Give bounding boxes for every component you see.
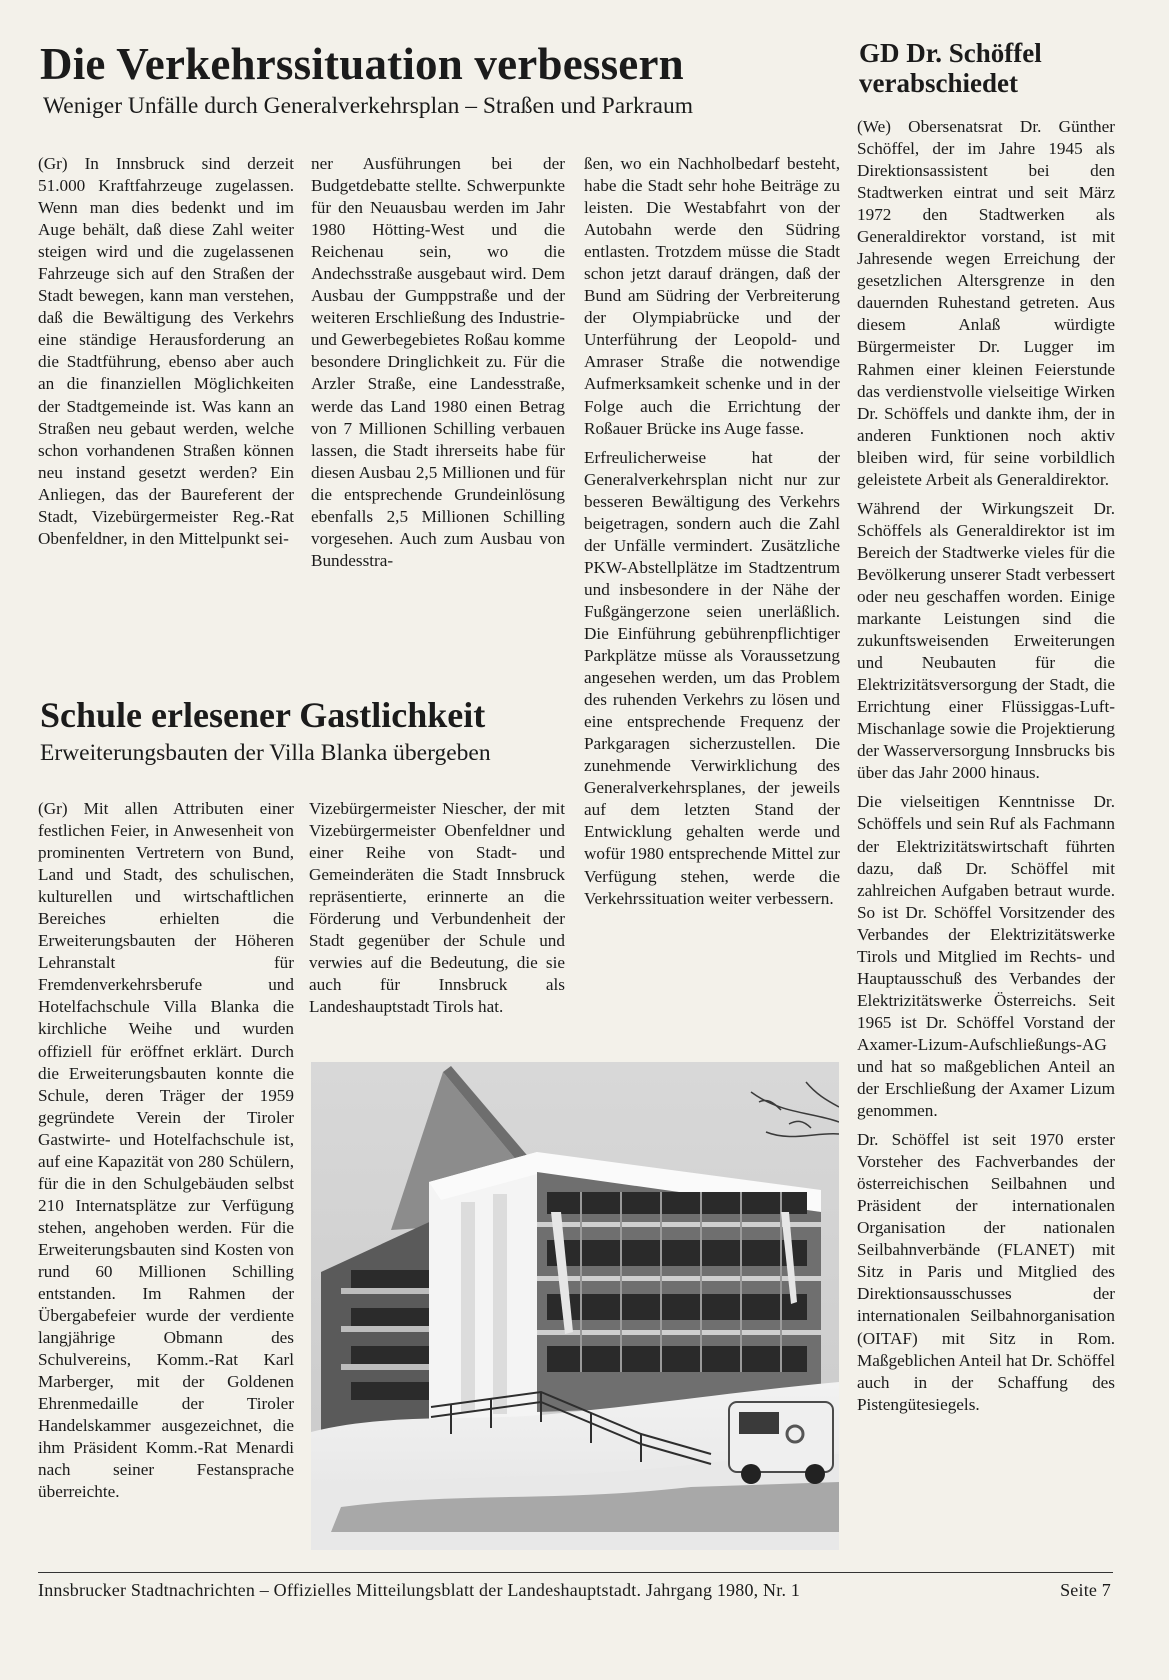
footer-publication: Innsbrucker Stadtnachrichten – Offizielles Mitteilungsblatt der Landeshauptstadt. Jahrgang 1980, Nr. 1 (38, 1580, 801, 1600)
article1-subheadline: Weniger Unfälle durch Generalverkehrsplan – Straßen und Parkraum (43, 93, 693, 119)
article1-headline: Die Verkehrssituation verbessern (40, 39, 684, 89)
article2-col1-text: (Gr) Mit allen Attributen einer festlichen Feier, in Anwesenheit von prominenten Vertretern von Bund, Land und Stadt, des schulischen, kulturellen und wirtschaftlichen Bereiches erhielten die Erweiterungsbauten der Höheren Lehranstalt für Fremdenverkehrsberufe und Hotelfachschule Villa Blanka die kirchliche Weihe und wurden offiziell für eröffnet erklärt. Durch die Erweiterungsbauten konnte die Schule, deren Träger der 1959 gegründete Verein der Tiroler Gastwirte- und Hotelfachschule ist, auf eine Kapazität von 280 Schülern, für die in den Schulgebäuden selbst 210 Internatsplätze zur Verfügung stehen, angehoben werden. Für die Erweiterungsbauten sind Kosten von rund 60 Millionen Schilling entstanden. Im Rahmen der Übergabefeier wurde der verdiente langjährige Obmann des Schulvereins, Komm.-Rat Karl Marberger, mit der Goldenen Ehrenmedaille der Tiroler Handelskammer ausgezeichnet, die ihm Präsident Komm.-Rat Menardi nach seiner Festansprache überreichte. (38, 799, 294, 1502)
article1-col1-text: (Gr) In Innsbruck sind derzeit 51.000 Kraftfahrzeuge zugelassen. Wenn man dies bedenkt und im Auge behält, daß diese Zahl weiter steigen wird und die zugelassenen Fahrzeuge sich auf den Straßen der Stadt bewegen, kann man verstehen, daß die Bewältigung des Verkehrs eine ständige Herausforderung an die Stadtführung, ebenso aber auch an die finanziellen Möglichkeiten der Stadtgemeinde ist. Was kann an Straßen neu gebaut werden, welche schon vorhandenen Straßen können neu instand gesetzt werden? Ein Anliegen, das der Baureferent der Stadt, Vizebürgermeister Reg.-Rat Obenfeldner, in den Mittelpunkt sei- (38, 154, 294, 548)
footer-rule (38, 1572, 1113, 1573)
article1-col2-text: ner Ausführungen bei der Budgetdebatte stellte. Schwerpunkte für den Neuausbau werden im Jahr 1980 Hötting-West und die Reichenau sein, wo die Andechsstraße ausgebaut wird. Dem Ausbau der Gumppstraße und der weiteren Erschließung des Industrie- und Gewerbegebietes Roßau komme besondere Dringlichkeit zu. Für die Arzler Straße, eine Landesstraße, werde das Land 1980 einen Betrag von 7 Millionen Schilling verbauen lassen, die Stadt ihrerseits habe für diesen Ausbau 2,5 Millionen und für die entsprechende Grundeinlösung ebenfalls 2,5 Millionen Schilling vorgesehen. Auch zum Ausbau von Bundesstra- (311, 154, 565, 570)
article2-column-1 (38, 798, 294, 1504)
article1-column-2 (311, 153, 565, 572)
article3-paragraph: Dr. Schöffel ist seit 1970 erster Vorsteher des Fachverbandes der österreichischen Seilbahnen und Präsident der internationalen Organisation der nationalen Seilbahnverbände (FLANET) mit Sitz in Paris und Mitglied des Direktionsausschusses der internationalen Seilbahnorganisation (OITAF) mit Sitz in Rom. Maßgeblichen Anteil hat Dr. Schöffel auch in der Schaffung des Pistengütesiegels. (857, 1130, 1115, 1414)
article1-col3-paragraph: Erfreulicherweise hat der Generalverkehrsplan nicht nur zur besseren Bewältigung des Verkehrs beigetragen, sondern auch die Zahl der Unfälle vermindert. Zusätzliche PKW-Abstellplätze im Stadtzentrum und insbesondere in der Nähe der Fußgängerzone seien unerläßlich. Die Einführung gebührenpflichtiger Parkplätze müsse als Voraussetzung angesehen werden, um das Problem des ruhenden Verkehrs zu lösen und eine entsprechende Frequenz der Parkgaragen sicherzustellen. Die zunehmende Verwirklichung des Generalverkehrsplanes, der jeweils auf dem letzten Stand der Entwicklung gehalten werde und wofür 1980 entsprechende Mittel zur Verfügung stehen, werde die Verkehrssituation weiter verbessern. (584, 447, 840, 908)
article3-headline: GD Dr. Schöffel verabschiedet (859, 38, 1042, 98)
article3-paragraph: Die vielseitigen Kenntnisse Dr. Schöffels und sein Ruf als Fachmann der Elektrizitätswirtschaft führten dazu, daß Dr. Schöffel mit zahlreichen Aufgaben betraut wurde. So ist Dr. Schöffel Vorsitzender des Verbandes der Elektrizitätswerke Tirols und Mitglied im Rechts- und Hauptausschuß des Verbandes der Elektrizitätswerke Österreichs. Seit 1965 ist Dr. Schöffel Vorstand der Axamer-Lizum-Aufschließungs-AG und hat so maßgeblichen Anteil an der Erschließung der Axamer Lizum genommen. (857, 792, 1115, 1121)
school-building-photo (311, 1062, 839, 1550)
article1-column-1 (38, 153, 294, 550)
article3-paragraph: Während der Wirkungszeit Dr. Schöffels als Generaldirektor ist im Bereich der Stadtwerke vieles für die Bevölkerung unserer Stadt verbessert oder neu geschaffen worden. Einige markante Leistungen sind die zukunftsweisenden Erweiterungen und Neubauten für die Elektrizitätsversorgung der Stadt, die Errichtung einer Flüssiggas-Luft-Mischanlage sowie die Projektierung der Wasserversorgung Innsbrucks bis über das Jahr 2000 hinaus. (857, 498, 1115, 783)
article2-headline: Schule erlesener Gastlichkeit (40, 695, 486, 735)
article2-subheadline: Erweiterungsbauten der Villa Blanka übergeben (40, 740, 491, 766)
footer-page-number: Seite 7 (1060, 1580, 1111, 1600)
article2-column-2 (309, 798, 565, 1018)
article2-col2-text: Vizebürgermeister Niescher, der mit Vizebürgermeister Obenfeldner und einer Reihe von Stadt- und Gemeinderäten die Stadt Innsbruck repräsentierte, erinnerte an die Förderung und Verbundenheit der Stadt gegenüber der Schule und verwies auf die Bedeutung, die sie auch für Innsbruck als Landeshauptstadt Tirols hat. (309, 799, 565, 1017)
article1-column-3 (584, 153, 840, 910)
article1-col3-paragraph: ßen, wo ein Nachholbedarf besteht, habe die Stadt sehr hohe Beiträge zu leisten. Die Westabfahrt von der Autobahn werde den Südring entlasten. Trotzdem müsse die Stadt schon jetzt darauf drängen, daß der Bund am Südring der Verbreiterung der Olympiabrücke und der Unterführung der Leopold- und Amraser Straße die notwendige Aufmerksamkeit schenke und in der Folge auch die Errichtung der Roßauer Brücke ins Auge fasse. (584, 154, 840, 438)
article3-column (857, 116, 1115, 1416)
article3-paragraph: (We) Obersenatsrat Dr. Günther Schöffel, der im Jahre 1945 als Direktionsassistent bei den Stadtwerken eintrat und seit März 1972 den Stadtwerken als Generaldirektor vorstand, ist mit Jahresende wegen Erreichung der gesetzlichen Altersgrenze in den dauernden Ruhestand getreten. Aus diesem Anlaß würdigte Bürgermeister Dr. Lugger im Rahmen einer kleinen Feierstunde das verdienstvolle vielseitige Wirken Dr. Schöffels und dankte ihm, der in anderen Funktionen noch aktiv bleiben wird, für seine vorbildlich geleistete Arbeit als Generaldirektor. (857, 117, 1115, 489)
page-footer (38, 1579, 1113, 1601)
